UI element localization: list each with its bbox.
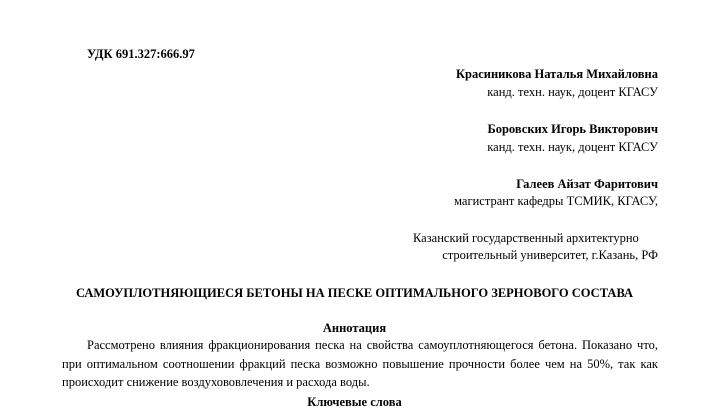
author-name: Боровских Игорь Викторович <box>487 122 658 136</box>
author-position: магистрант кафедры ТСМИК, КГАСУ, <box>454 194 658 208</box>
keywords-heading: Ключевые слова <box>307 395 402 409</box>
author-name: Галеев Айзат Фаритович <box>516 177 658 191</box>
affiliation-line: Казанский государственный архитектурно <box>413 231 639 245</box>
author-position: канд. техн. наук, доцент КГАСУ <box>487 140 658 154</box>
author-position: канд. техн. наук, доцент КГАСУ <box>487 85 658 99</box>
article-title: САМОУПЛОТНЯЮЩИЕСЯ БЕТОНЫ НА ПЕСКЕ ОПТИМАЛЬНОГО ЗЕРНОВОГО СОСТАВА <box>75 286 634 300</box>
abstract-text: Рассмотрено влияния фракционирования песка на свойства самоуплотняющегося бетона. Показано что, при оптимальном соотношении фракций песка возможно повышение прочности более чем на 50%, так как происходит снижение воздухововлечения и расхода воды. <box>62 338 658 389</box>
udk-code: УДК 691.327:666.97 <box>87 47 195 61</box>
affiliation-line: строительный университет, г.Казань, РФ <box>442 248 658 262</box>
abstract-body <box>62 336 658 392</box>
abstract-heading: Аннотация <box>322 321 387 335</box>
author-name: Красиникова Наталья Михайловна <box>455 67 658 81</box>
